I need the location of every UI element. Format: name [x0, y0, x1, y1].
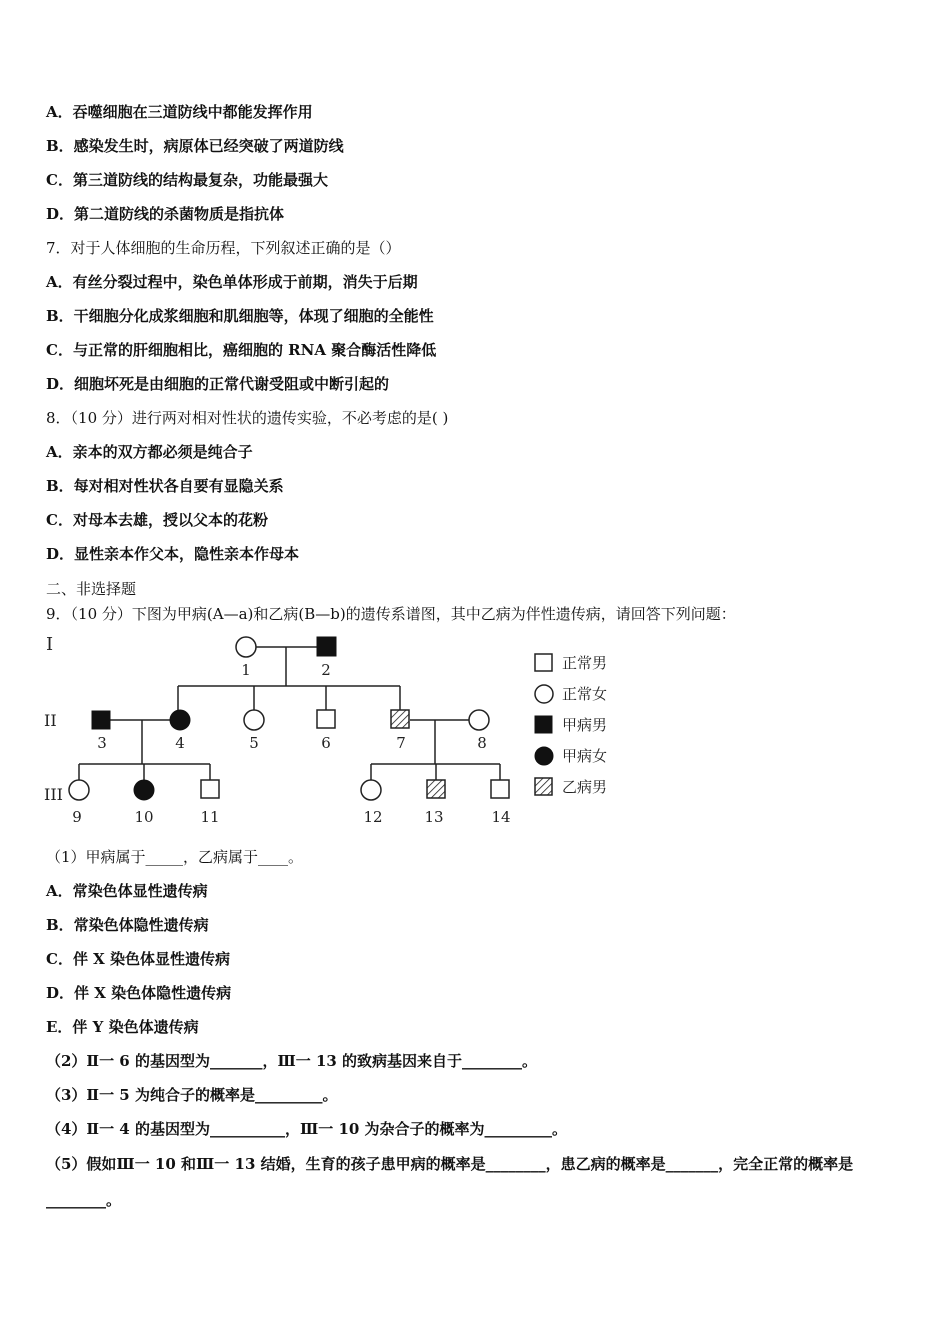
label-4: 4 [175, 734, 185, 752]
individual-14-normal-male [491, 780, 509, 798]
legend-affected-a-female: 甲病女 [562, 747, 608, 765]
legend-normal-female: 正常女 [562, 685, 608, 703]
q9-sub3: （3）Ⅱ一 5 为纯合子的概率是_________。 [46, 1086, 338, 1104]
individual-10-affected-a-female [134, 780, 154, 800]
q7-option-d: D．细胞坏死是由细胞的正常代谢受阻或中断引起的 [46, 375, 390, 393]
q7-option-c: C．与正常的肝细胞相比，癌细胞的 RNA 聚合酶活性降低 [46, 341, 437, 359]
legend-affected-a-female-symbol [535, 747, 553, 765]
q9-sub5: （5）假如Ⅲ一 10 和Ⅲ一 13 结婚，生育的孩子患甲病的概率是________，患乙病的概率是_______，完全正常的概率是________。 [46, 1155, 854, 1209]
q9-sub4: （4）Ⅱ一 4 的基因型为__________，Ⅲ一 10 为杂合子的概率为_________。 [46, 1120, 568, 1138]
q9-option-b: B．常染色体隐性遗传病 [46, 916, 209, 934]
individual-5-normal-female [244, 710, 264, 730]
pedigree-chart [40, 630, 640, 835]
individual-7-affected-b-male [391, 710, 409, 728]
legend-normal-female-symbol [535, 685, 553, 703]
label-14: 14 [491, 808, 511, 826]
q9-option-a: A．常染色体显性遗传病 [46, 882, 208, 900]
individual-1-normal-female [236, 637, 256, 657]
q8-option-b: B．每对相对性状各自要有显隐关系 [46, 477, 284, 495]
q9-option-e: E．伴 Y 染色体遗传病 [46, 1018, 199, 1036]
legend-affected-a-male: 甲病男 [562, 716, 608, 734]
generation-label-2: II [44, 711, 57, 730]
label-9: 9 [72, 808, 82, 826]
q7-option-a: A．有丝分裂过程中，染色单体形成于前期，消失于后期 [46, 273, 418, 291]
generation-label-1: I [46, 634, 54, 655]
label-3: 3 [97, 734, 107, 752]
legend-affected-b-male-symbol [535, 778, 552, 795]
q9-sub1: （1）甲病属于_____，乙病属于____。 [46, 848, 304, 866]
section-heading: 二、非选择题 [46, 580, 137, 598]
q9-sub2: （2）Ⅱ一 6 的基因型为_______，Ⅲ一 13 的致病基因来自于________。 [46, 1052, 538, 1070]
q6-option-b: B．感染发生时，病原体已经突破了两道防线 [46, 137, 344, 155]
individual-13-affected-b-male [427, 780, 445, 798]
label-7: 7 [396, 734, 406, 752]
label-11: 11 [200, 808, 220, 826]
legend-affected-b-male: 乙病男 [562, 778, 608, 796]
legend-affected-a-male-symbol [535, 716, 552, 733]
label-10: 10 [134, 808, 154, 826]
individual-8-normal-female [469, 710, 489, 730]
legend-normal-male: 正常男 [562, 654, 608, 672]
label-1: 1 [241, 661, 251, 679]
individual-4-affected-a-female [170, 710, 190, 730]
generation-label-3: III [44, 785, 63, 804]
label-13: 13 [424, 808, 444, 826]
q9-stem: 9．（10 分）下图为甲病(A—a)和乙病(B—b)的遗传系谱图，其中乙病为伴性遗传病，请回答下列问题： [46, 605, 736, 623]
q8-option-d: D．显性亲本作父本，隐性亲本作母本 [46, 545, 300, 563]
individual-12-normal-female [361, 780, 381, 800]
individual-3-affected-a-male [92, 711, 110, 729]
label-8: 8 [477, 734, 487, 752]
label-6: 6 [321, 734, 331, 752]
label-2: 2 [321, 661, 331, 679]
q9-option-c: C．伴 X 染色体显性遗传病 [46, 950, 231, 968]
q6-option-d: D．第二道防线的杀菌物质是指抗体 [46, 205, 285, 223]
q6-option-c: C．第三道防线的结构最复杂，功能最强大 [46, 171, 328, 189]
q9-option-d: D．伴 X 染色体隐性遗传病 [46, 984, 232, 1002]
q8-option-c: C．对母本去雄，授以父本的花粉 [46, 511, 268, 529]
individual-6-normal-male [317, 710, 335, 728]
legend-normal-male-symbol [535, 654, 552, 671]
q8-stem: 8．（10 分）进行两对相对性状的遗传实验，不必考虑的是( ) [46, 409, 449, 427]
q7-stem: 7．对于人体细胞的生命历程，下列叙述正确的是（） [46, 239, 401, 257]
q8-option-a: A．亲本的双方都必须是纯合子 [46, 443, 253, 461]
q6-option-a: A．吞噬细胞在三道防线中都能发挥作用 [46, 103, 313, 121]
label-12: 12 [363, 808, 383, 826]
individual-2-affected-a-male [317, 637, 336, 656]
label-5: 5 [249, 734, 259, 752]
individual-11-normal-male [201, 780, 219, 798]
q7-option-b: B．干细胞分化成浆细胞和肌细胞等，体现了细胞的全能性 [46, 307, 434, 325]
individual-9-normal-female [69, 780, 89, 800]
